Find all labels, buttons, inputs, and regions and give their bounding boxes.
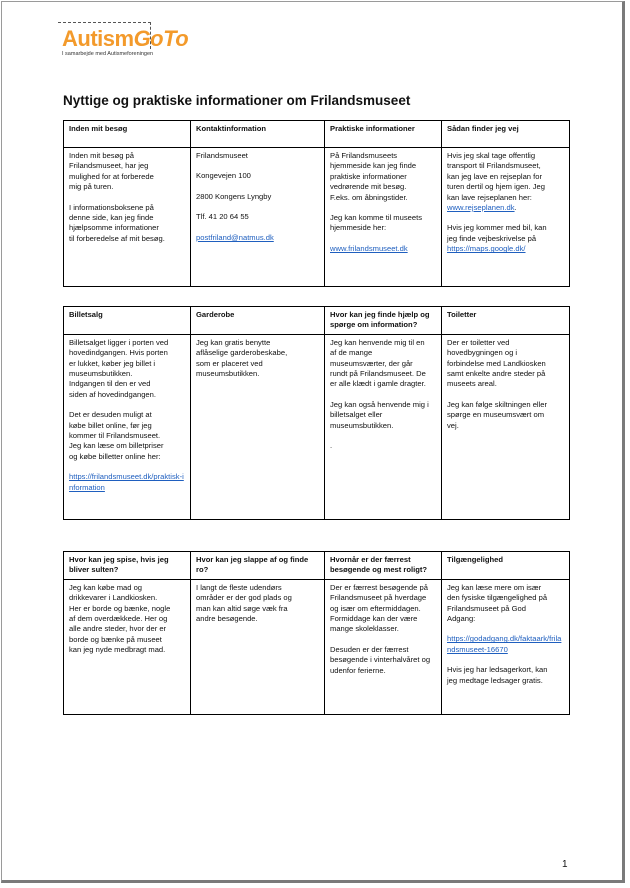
header-food: Hvor kan jeg spise, hvis jeg bliver sulten? <box>64 552 191 580</box>
header-quiet-times: Hvornår er der færrest besøgende og mest roligt? <box>325 552 442 580</box>
paragraph-text: Jeg kan henvende mig til en af de mange museumsværter, der går rundt på Frilandsmuseet. De er alle klædt i gamle dragter. <box>330 337 426 389</box>
paragraph-text: Inden mit besøg på Frilandsmuseet, har jeg mulighed for at forberede mig på turen. <box>69 151 154 192</box>
cell-paragraph <box>196 151 319 161</box>
paragraph-text: Tlf. 41 20 64 55 <box>196 212 249 222</box>
cell-relax <box>191 579 325 714</box>
paragraph-text: Hvis jeg kommer med bil, kan jeg finde vejbeskrivelse på <box>447 223 547 243</box>
header-relax: Hvor kan jeg slappe af og finde ro? <box>191 552 325 580</box>
table-body-row <box>64 334 570 519</box>
info-table-comfort <box>63 551 570 715</box>
table-header-row <box>64 307 570 335</box>
logo-word-goto: GoTo <box>133 26 189 51</box>
cell-paragraph <box>196 338 319 380</box>
info-table-facilities <box>63 306 570 520</box>
paragraph-text: Der er færrest besøgende på Frilandsmuseet på hverdage og især om eftermiddagen. Formiddage kan der være mange skoleklasser. <box>330 582 428 634</box>
cell-paragraph <box>330 645 436 676</box>
paragraph-text: Jeg kan læse mere om især den fysiske tilgængelighed på Frilandsmuseet på God Adgang: <box>447 582 548 624</box>
paragraph-text: Desuden er der færrest besøgende i vinterhalvåret og udenfor ferierne. <box>330 644 431 675</box>
logo-word-autism: Autism <box>62 26 134 51</box>
cell-cloakroom <box>191 334 325 519</box>
cell-tickets <box>64 334 191 519</box>
cell-paragraph <box>69 203 185 245</box>
cell-paragraph <box>447 634 564 655</box>
cell-practical-info <box>325 148 442 287</box>
paragraph-text: Der er toiletter ved hovedbygningen og i forbindelse med Landkiosken samt enkelte andre steder på museets areal. <box>447 337 546 389</box>
cell-help-info <box>325 334 442 519</box>
paragraph-text: Kongevejen 100 <box>196 171 251 181</box>
info-table-visit <box>63 120 570 287</box>
cell-paragraph <box>69 472 185 493</box>
cell-paragraph <box>69 583 185 656</box>
paragraph-text: Billetsalget ligger i porten ved hovedindgangen. Hvis porten er lukket, køber jeg billet i museumsbutikken. Indgangen til den er ved siden af hovedindgangen. <box>69 337 169 399</box>
cell-paragraph <box>447 400 564 431</box>
table-body-row <box>64 148 570 287</box>
cell-accessibility <box>442 579 570 714</box>
cell-paragraph <box>69 338 185 400</box>
cell-paragraph <box>447 583 564 625</box>
logo-dashed-frame <box>58 22 151 49</box>
paragraph-text: Jeg kan komme til museets hjemmeside her: <box>330 213 423 233</box>
paragraph-text: I langt de fleste udendørs områder er der god plads og man kan altid søge væk fra andre besøgende. <box>196 582 292 624</box>
paragraph-text: 2800 Kongens Lyngby <box>196 191 272 201</box>
cell-paragraph <box>69 410 185 462</box>
document-title: Nyttige og praktiske informationer om Frilandsmuseet <box>63 93 411 108</box>
hyperlink[interactable]: https://maps.google.dk/ <box>447 244 526 254</box>
header-accessibility: Tilgængelighed <box>442 552 570 580</box>
header-directions: Sådan finder jeg vej <box>442 121 570 148</box>
paragraph-text: Jeg kan følge skiltningen eller spørge en museumsvært om vej. <box>447 399 548 430</box>
page-number: 1 <box>562 859 568 870</box>
cell-paragraph <box>330 213 436 234</box>
table-body-row <box>64 579 570 714</box>
paragraph-text: Jeg kan også henvende mig i billetsalget eller museumsbutikken. <box>330 399 429 430</box>
paragraph-text: Jeg kan gratis benytte aflåselige garderobeskabe, som er placeret ved museumsbutikken. <box>196 337 288 379</box>
paragraph-text: Det er desuden muligt at købe billet online, før jeg kommer til Frilandsmuseet. Jeg kan læse om billetpriser og købe billetter online her: <box>69 410 164 461</box>
paragraph-text: På Frilandsmuseets hjemmeside kan jeg finde praktiske informationer vedrørende mit besøg. F.eks. om åbningstider. <box>330 151 417 202</box>
header-practical-info: Praktiske informationer <box>325 121 442 148</box>
cell-directions <box>442 148 570 287</box>
cell-contact-info <box>191 148 325 287</box>
paragraph-text: Hvis jeg skal tage offentlig transport til Frilandsmuseet, kan jeg lave en rejseplan for turen dertil og hjem igen. Jeg kan lave rejseplanen her: <box>447 151 545 202</box>
paragraph-text: I informationsboksene på denne side, kan jeg finde hjælpsomme informationer til forberedelse af mit besøg. <box>69 202 165 243</box>
cell-paragraph <box>330 244 436 254</box>
cell-paragraph <box>196 171 319 181</box>
cell-paragraph <box>447 338 564 390</box>
paragraph-text: Jeg kan købe mad og drikkevarer i Landkiosken. Her er borde og bænke, nogle af dem overdækkede. Her og alle andre steder, hvor der er borde og bænke på museet kan jeg nyde medbragt mad. <box>69 582 171 655</box>
cell-paragraph <box>196 192 319 202</box>
paragraph-text: Hvis jeg har ledsagerkort, kan jeg medtage ledsager gratis. <box>447 665 548 685</box>
hyperlink[interactable]: postfriland@natmus.dk <box>196 232 274 242</box>
header-before-visit: Inden mit besøg <box>64 121 191 148</box>
cell-paragraph <box>196 233 319 243</box>
cell-paragraph <box>447 665 564 686</box>
cell-quiet-times <box>325 579 442 714</box>
cell-paragraph <box>69 151 185 193</box>
cell-paragraph <box>196 212 319 222</box>
cell-paragraph <box>330 151 436 203</box>
cell-paragraph <box>196 583 319 625</box>
hyperlink[interactable]: www.frilandsmuseet.dk <box>330 243 408 253</box>
header-cloakroom: Garderobe <box>191 307 325 335</box>
paragraph-text: . <box>330 441 333 451</box>
table-header-row <box>64 121 570 148</box>
logo-tagline: I samarbejde med Autismeforeningen <box>62 51 154 57</box>
table-header-row <box>64 552 570 580</box>
paragraph-trailing-text: . <box>514 203 517 213</box>
cell-paragraph <box>447 223 564 254</box>
cell-toilets <box>442 334 570 519</box>
header-toilets: Toiletter <box>442 307 570 335</box>
autismgoto-logo <box>62 28 188 57</box>
cell-food <box>64 579 191 714</box>
cell-paragraph <box>330 583 436 635</box>
cell-paragraph <box>330 400 436 431</box>
header-tickets: Billetsalg <box>64 307 191 335</box>
header-help-info: Hvor kan jeg finde hjælp og spørge om information? <box>325 307 442 335</box>
cell-paragraph <box>330 441 436 451</box>
cell-paragraph <box>330 338 436 390</box>
hyperlink[interactable]: www.rejseplanen.dk <box>447 203 515 213</box>
hyperlink[interactable]: https://godadgang.dk/faktaark/frilandsmuseet-16670 <box>447 634 562 654</box>
cell-paragraph <box>447 151 564 213</box>
hyperlink[interactable]: https://frilandsmuseet.dk/praktisk-information <box>69 472 184 492</box>
paragraph-text: Frilandsmuseet <box>196 151 248 160</box>
header-contact-info: Kontaktinformation <box>191 121 325 148</box>
cell-before-visit <box>64 148 191 287</box>
